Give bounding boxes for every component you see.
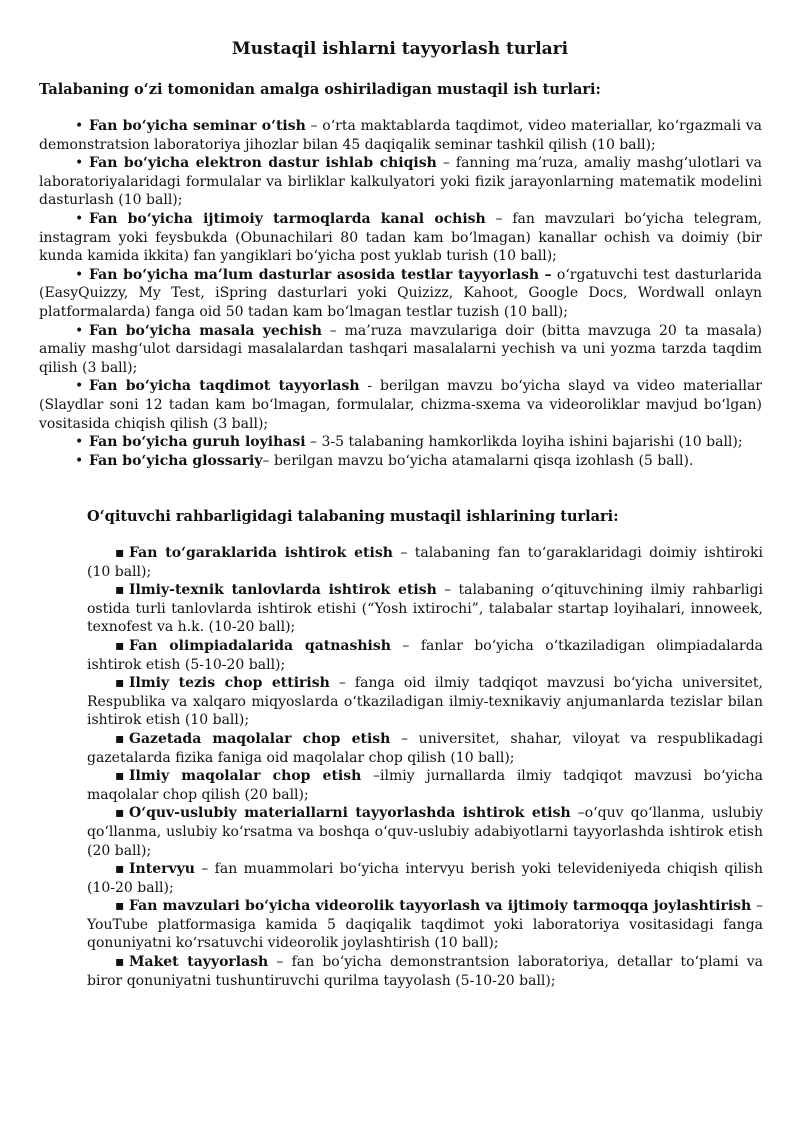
list-item xyxy=(87,637,763,674)
item-description: – talabaning fan to‘garaklaridagi doimiy ishtiroki (10 ball); xyxy=(87,545,763,580)
bullet-icon: ▪ xyxy=(115,730,125,747)
section2-list xyxy=(87,544,763,990)
list-item xyxy=(39,377,762,433)
item-description: –o‘quv qo‘llanma, uslubiy qo‘llanma, uslubiy ko‘rsatma va boshqa o‘quv-uslubiy adabiyotlarni tayyorlashda ishtirok etish (20 ball); xyxy=(87,805,763,859)
item-description: o‘rgatuvchi test dasturlarida (EasyQuizzy, My Test, iSpring dasturlari yoki Quizizz, Kahoot, Google Docs, Wordwall onlayn platformalarda) fanga oid 50 tadan kam bo‘lmagan testlar tuzish (10 ball); xyxy=(39,266,762,320)
bullet-icon: • xyxy=(75,266,84,283)
item-description: – talabaning o‘qituvchining ilmiy rahbarligi ostida turli tanlovlarda ishtirok etishi (“Yosh ixtirochi”, talabalar startap loyihalari, innoweek, texnofest va h.k. (10-20 ball); xyxy=(87,582,763,636)
page-title: Mustaqil ishlarni tayyorlash turlari xyxy=(231,39,569,59)
bullet-icon: • xyxy=(75,378,84,395)
bullet-icon: ▪ xyxy=(115,954,125,971)
bullet-icon: • xyxy=(75,155,84,172)
list-item xyxy=(87,767,763,804)
item-description: – fan mavzulari bo‘yicha telegram, instagram yoki feysbukda (Obunachilari 80 tadan kam bo‘lmagan) kanallar ochish va doimiy (bir kunda kamida ikkita) fan yangiklari bo‘yicha post yuklab turish (10 ball); xyxy=(39,210,762,265)
list-item xyxy=(87,544,763,581)
item-term: Maket tayyorlash xyxy=(129,954,269,971)
list-item xyxy=(39,322,762,378)
bullet-icon: ▪ xyxy=(115,637,125,654)
item-description: – fanga oid ilmiy tadqiqot mavzusi bo‘yicha universitet, Respublika va xalqaro miqyoslarda o‘tkaziladigan ilmiy-texnikaviy anjumanlarda tezislar bilan ishtirok etish (10 ball); xyxy=(87,675,763,729)
item-term: Fan bo‘yicha elektron dastur ishlab chiqish xyxy=(89,155,437,172)
item-description: – fanlar bo‘yicha o‘tkaziladigan olimpiadalarda ishtirok etish (5-10-20 ball); xyxy=(87,637,763,673)
item-term: Fan bo‘yicha masala yechish xyxy=(89,322,322,339)
bullet-icon: • xyxy=(75,118,84,134)
item-term: Intervyu xyxy=(129,861,195,878)
section1-list xyxy=(39,117,762,470)
list-item xyxy=(87,953,763,990)
list-item xyxy=(39,210,762,266)
item-term: Ilmiy tezis chop ettirish xyxy=(129,675,330,692)
item-term: Fan olimpiadalarida qatnashish xyxy=(129,637,391,654)
bullet-icon: ▪ xyxy=(115,675,125,692)
bullet-icon: • xyxy=(75,210,84,227)
item-term: O‘quv-uslubiy materiallarni tayyorlashda ishtirok etish xyxy=(129,805,571,822)
list-item xyxy=(39,117,762,154)
item-term: Ilmiy-texnik tanlovlarda ishtirok etish xyxy=(129,582,437,599)
list-item xyxy=(87,804,763,860)
bullet-icon: ▪ xyxy=(115,861,125,878)
item-description: – o‘rta maktablarda taqdimot, video materiallar, ko‘rgazmali va demonstratsion laboratoriya jihozlar bilan 45 daqiqalik seminar tashkil qilish (10 ball); xyxy=(39,118,762,153)
bullet-icon: ▪ xyxy=(115,805,125,822)
bullet-icon: ▪ xyxy=(115,582,125,599)
item-description: – ma’ruza mavzulariga doir (bitta mavzuga 20 ta masala) amaliy mashg‘ulot darsidagi masalalardan tashqari masalalarni yechish va uni yozma tarzda taqdim qilish (3 ball); xyxy=(39,322,762,376)
item-description: – fan muammolari bo‘yicha intervyu berish yoki televideniyeda chiqish qilish (10-20 ball); xyxy=(87,861,763,896)
list-item xyxy=(87,674,763,730)
item-term: Fan bo‘yicha ma’lum dasturlar asosida testlar tayyorlash – xyxy=(89,266,552,283)
item-term: Gazetada maqolalar chop etish xyxy=(129,730,391,747)
item-description: – fanning ma’ruza, amaliy mashg‘ulotlari va laboratoriyalaridagi formulalar va birliklar kalkulyatori yoki fizik jarayonlarning matematik modelini dasturlash (10 ball); xyxy=(39,155,762,209)
bullet-icon: • xyxy=(75,452,84,469)
bullet-icon: ▪ xyxy=(115,768,125,785)
section1-heading: Talabaning o‘zi tomonidan amalga oshiriladigan mustaqil ish turlari: xyxy=(39,81,601,98)
item-description: – berilgan mavzu bo‘yicha atamalarni qisqa izohlash (5 ball). xyxy=(262,452,694,469)
list-item xyxy=(39,433,762,452)
item-term: Fan bo‘yicha glossariy xyxy=(89,452,263,469)
item-term: Fan bo‘yicha taqdimot tayyorlash xyxy=(89,378,360,395)
section2-heading: O‘qituvchi rahbarligidagi talabaning mustaqil ishlarining turlari: xyxy=(87,508,619,525)
item-description: – universitet, shahar, viloyat va respublikadagi gazetalarda fizika faniga oid maqolalar chop qilish (10 ball); xyxy=(87,730,763,766)
list-item xyxy=(87,860,763,897)
list-item xyxy=(87,730,763,767)
item-description: – fan bo‘yicha demonstrantsion laboratoriya, detallar to‘plami va biror qonuniyatni tushuntiruvchi qurilma tayyolash (5-10-20 ball); xyxy=(87,954,763,989)
item-description: – YouTube platformasiga kamida 5 daqiqalik taqdimot yoki laboratoriya vositasidagi fanga qonuniyatni ko‘rsatuvchi videorolik joylashtirish (10 ball); xyxy=(87,898,764,952)
list-item xyxy=(39,154,762,210)
item-term: Ilmiy maqolalar chop etish xyxy=(129,768,362,785)
item-term: Fan mavzulari bo‘yicha videorolik tayyorlash va ijtimoiy tarmoqqa joylashtirish xyxy=(129,898,752,915)
item-description: - berilgan mavzu bo‘yicha slayd va video materiallar (Slaydlar soni 12 tadan kam bo‘lmagan, formulalar, chizma-sxema va videoroliklar mavjud bo‘lgan) vositasida chiqish qilish (3 ball); xyxy=(39,378,762,432)
item-term: Fan bo‘yicha guruh loyihasi xyxy=(89,434,306,451)
list-item xyxy=(87,581,763,637)
list-item xyxy=(87,897,763,953)
list-item xyxy=(39,452,762,471)
item-description: – 3-5 talabaning hamkorlikda loyiha ishini bajarishi (10 ball); xyxy=(305,434,743,451)
item-term: Fan bo‘yicha ijtimoiy tarmoqlarda kanal ochish xyxy=(89,210,486,227)
bullet-icon: ▪ xyxy=(115,545,125,561)
list-item xyxy=(39,266,762,322)
bullet-icon: • xyxy=(75,322,84,339)
item-description: –ilmiy jurnallarda ilmiy tadqiqot mavzusi bo‘yicha maqolalar chop qilish (20 ball); xyxy=(87,768,764,803)
item-term: Fan to‘garaklarida ishtirok etish xyxy=(129,545,393,561)
item-term: Fan bo‘yicha seminar o‘tish xyxy=(89,118,306,134)
bullet-icon: ▪ xyxy=(115,898,125,915)
bullet-icon: • xyxy=(75,434,84,451)
